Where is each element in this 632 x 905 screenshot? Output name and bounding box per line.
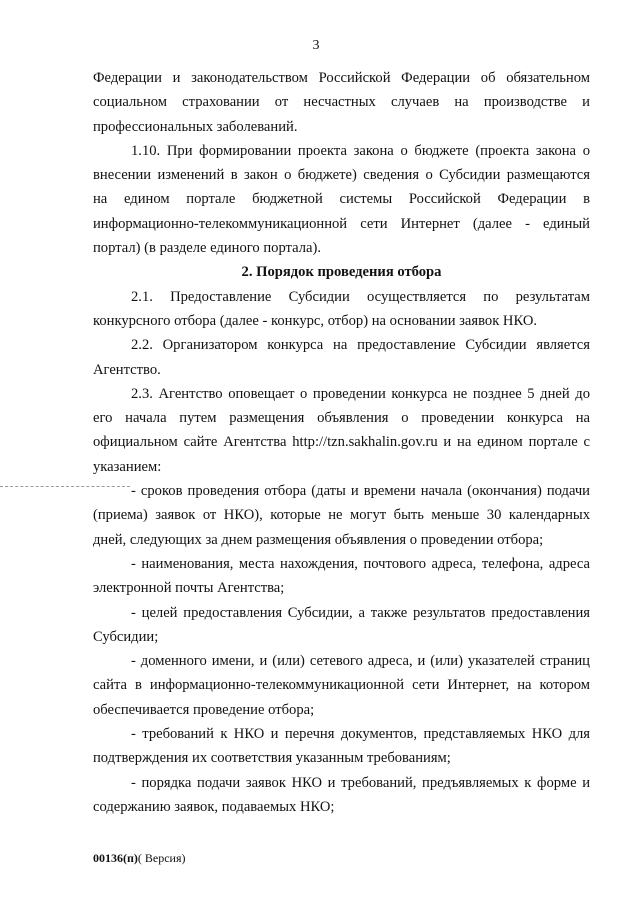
text-line: конкурсного отбора (далее - конкурс, отбор) на основании заявок НКО. <box>93 312 538 329</box>
text-line: 2.1. Предоставление Субсидии осуществляется по результатам <box>131 288 590 305</box>
text-line: портал) (в разделе единого портала). <box>93 240 321 257</box>
text-line: социальном страховании от несчастных случаев на производстве и <box>93 94 590 111</box>
document-version: ( Версия) <box>137 851 186 865</box>
text-line: внесении изменений в закон о бюджете) сведения о Субсидии размещаются <box>93 167 590 184</box>
text-line: указанием: <box>93 458 162 475</box>
text-line: сайта в информационно-телекоммуникационной сети Интернет, на котором <box>93 677 590 694</box>
text-line: его начала путем размещения объявления о проведении конкурса на <box>93 410 590 427</box>
text-line: электронной почты Агентства; <box>93 580 285 597</box>
section-heading: 2. Порядок проведения отбора <box>241 264 442 281</box>
text-line: дней, следующих за днем размещения объявления о проведении отбора; <box>93 531 544 548</box>
text-line: (приема) заявок от НКО), которые не могут быть меньше 30 календарных <box>93 507 590 524</box>
text-line: подтверждения их соответствия указанным требованиям; <box>93 750 451 767</box>
text-line: 2.3. Агентство оповещает о проведении конкурса не позднее 5 дней до <box>131 385 590 402</box>
text-line: - доменного имени, и (или) сетевого адреса, и (или) указателей страниц <box>131 653 590 670</box>
text-line: профессиональных заболеваний. <box>93 118 298 135</box>
text-line: на едином портале бюджетной системы Российской Федерации в <box>93 191 590 208</box>
text-line: - целей предоставления Субсидии, а также результатов предоставления <box>131 604 590 621</box>
text-line: 2.2. Организатором конкурса на предоставление Субсидии является <box>131 337 590 354</box>
text-line: - порядка подачи заявок НКО и требований, предъявляемых к форме и <box>131 774 590 791</box>
text-line: - требований к НКО и перечня документов, представляемых НКО для <box>131 726 590 743</box>
document-body <box>93 66 590 819</box>
text-line: - наименования, места нахождения, почтового адреса, телефона, адреса <box>131 555 590 572</box>
text-line: информационно-телекоммуникационной сети Интернет (далее - единый <box>93 215 590 232</box>
text-line: Субсидии; <box>93 628 159 645</box>
text-line: официальном сайте Агентства http://tzn.sakhalin.gov.ru и на едином портале с <box>93 434 590 451</box>
text-line: Агентство. <box>93 361 161 378</box>
text-line: обеспечивается проведение отбора; <box>93 701 315 718</box>
text-line: 1.10. При формировании проекта закона о бюджете (проекта закона о <box>131 142 590 159</box>
page-number: 3 <box>312 38 320 53</box>
text-line: Федерации и законодательством Российской Федерации об обязательном <box>93 70 590 86</box>
document-code: 00136(п) <box>93 851 138 865</box>
text-line: - сроков проведения отбора (даты и времени начала (окончания) подачи <box>131 483 590 500</box>
text-line: содержанию заявок, подаваемых НКО; <box>93 798 335 815</box>
document-footer <box>93 851 186 866</box>
